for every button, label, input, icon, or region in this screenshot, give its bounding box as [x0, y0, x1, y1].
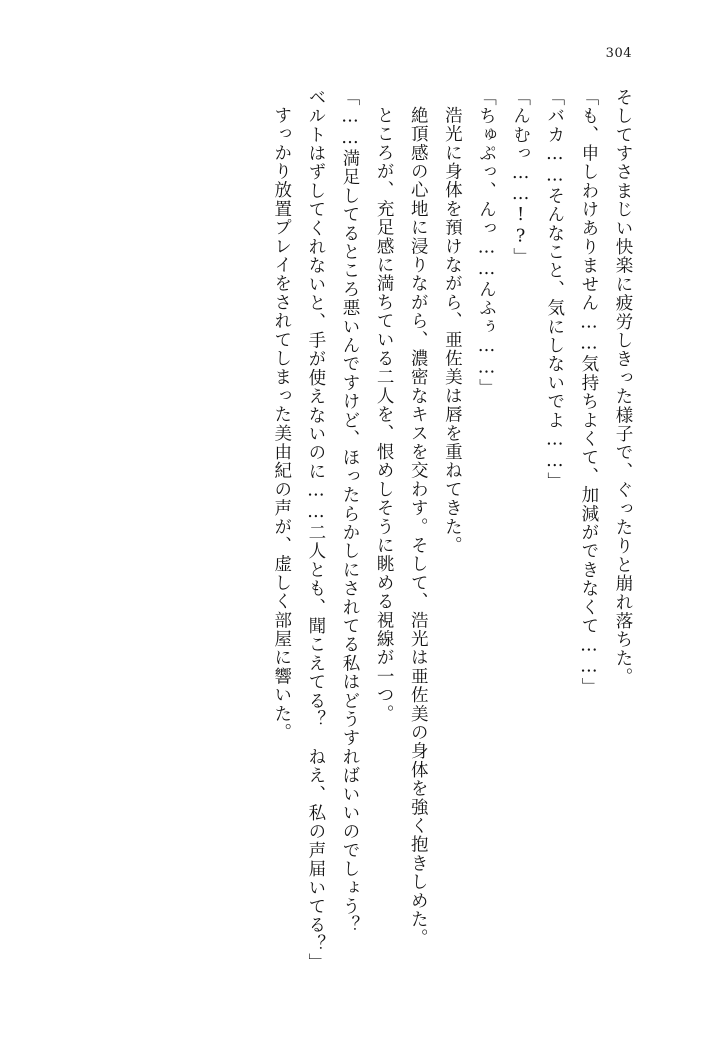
paragraph: 「も、申しわけありません……気持ちよくて、加減ができなくて……」 — [578, 88, 599, 697]
paragraph: そしてすさまじい快楽に疲労しきった様子で、ぐったりと崩れ落ちた。 — [613, 88, 633, 687]
paragraph: 「バカ……そんなこと、気にしないでよ……」 — [544, 88, 565, 491]
paragraph: 絶頂感の心地に浸りながら、濃密なキスを交わす。そして、浩光は亜佐美の身体を強く抱きしめた。 — [408, 105, 429, 947]
paragraph: 「ちゅぷっ、んっ……んふぅ……」 — [476, 88, 497, 398]
paragraph: すっかり放置プレイをされてしまった美由紀の声が、虚しく部屋に響いた。 — [271, 105, 292, 742]
page-number: 304 — [605, 46, 632, 61]
paragraph: ところが、充足感に満ちている二人を、恨めしそうに眺める視線が一つ。 — [374, 105, 395, 723]
page-body-text — [120, 88, 640, 972]
paragraph: 「んむっ……!?」 — [510, 88, 531, 267]
paragraph: 「……満足してるところ悪いんですけど、ほったらかしにされてる私はどうすればいいのでしょう？ ベルトはずしてくれないと、手が使えないのに……二人とも、聞こえてる？ ねえ、私の声届いてる？」 — [305, 88, 360, 972]
paragraph: 浩光に身体を預けながら、亜佐美は唇を重ねてきた。 — [442, 105, 463, 555]
